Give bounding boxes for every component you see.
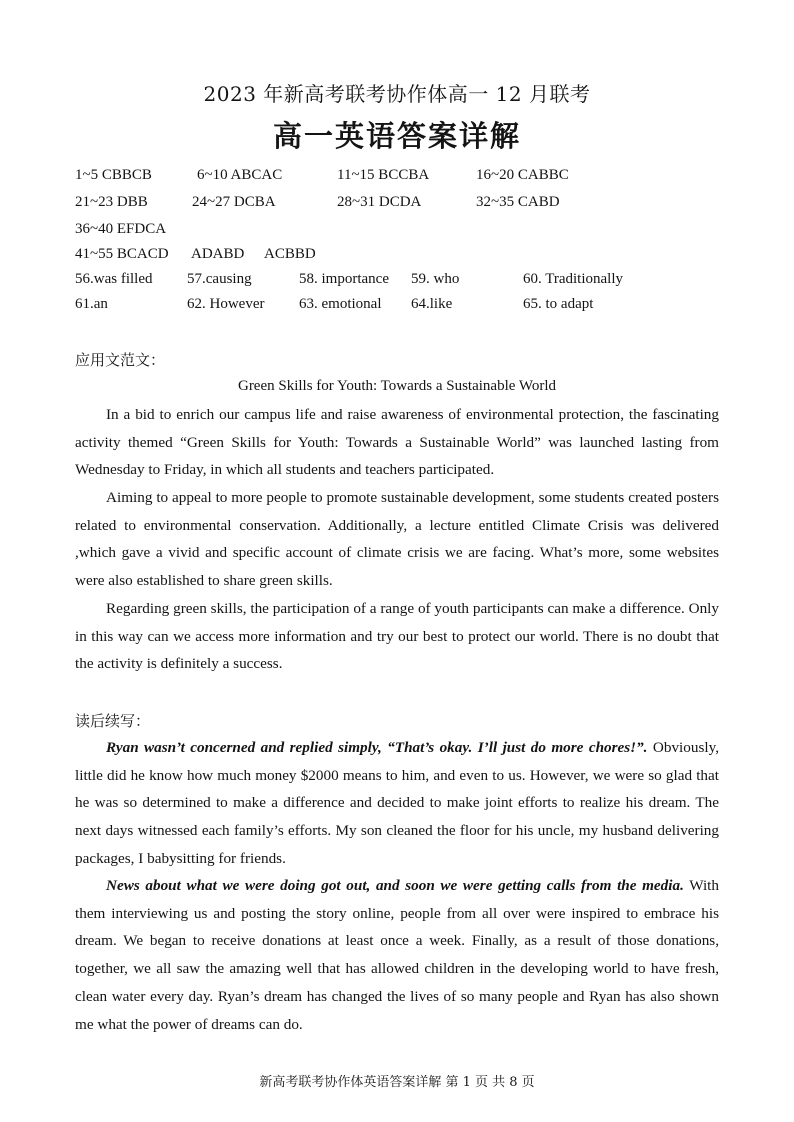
paragraph-body: Obviously, little did he know how much money $2000 means to him, and even to us. However, we were so glad that he was so determined to make a difference and decided to make joint efforts to realize his dream. The next days witnessed each family’s efforts. My son cleaned the floor for his uncle, my husband delivering packages, I babysitting for friends.: [75, 739, 719, 867]
answer-group: 16~20 CABBC: [476, 167, 569, 183]
answer-row: [75, 271, 725, 296]
doc-title: 高一英语答案详解: [272, 119, 521, 153]
paragraph-lead-sentence: News about what we were doing got out, and soon we were getting calls from the media.: [106, 877, 684, 894]
answer-item: 63. emotional: [299, 296, 382, 312]
answer-item: 56.was filled: [75, 271, 153, 287]
answer-item: 60. Traditionally: [523, 271, 624, 287]
answer-item: 59. who: [411, 271, 460, 287]
answer-group: 24~27 DCBA: [192, 194, 276, 210]
answer-group: 11~15 BCCBA: [337, 167, 430, 183]
answer-item: 61.an: [75, 296, 108, 312]
continuation-paragraph: [75, 734, 719, 873]
answer-group: 32~35 CABD: [476, 194, 560, 210]
essay-paragraph: In a bid to enrich our campus life and raise awareness of environmental protection, the fascinating activity themed “Green Skills for Youth: Towards a Sustainable World” was launched lasting from Wednesday to Friday, in which all students and teachers participated.: [75, 406, 719, 479]
exam-title: 2023 年新高考联考协作体高一 12 月联考: [203, 82, 591, 106]
paragraph-body: With them interviewing us and posting the story online, people from all over were inspired to embrace his dream. We began to receive donations at least once a week. Finally, as a result of those donations, together, we all saw the amazing well that has allowed children in the developing world to have fresh, clean water every day. Ryan’s dream has changed the lives of so many people and Ryan has also shown me what the power of dreams can do.: [75, 877, 719, 1033]
answer-group: 1~5 CBBCB: [75, 167, 152, 183]
essay-paragraph: Aiming to appeal to more people to promote sustainable development, some students created posters related to environmental conservation. Additionally, a lecture entitled Climate Crisis was delivered ,which gave a vivid and specific account of climate crisis we are facing. What’s more, some websites were also established to share green skills.: [75, 489, 719, 590]
section-label-practical-writing: 应用文范文：: [75, 351, 166, 369]
section-label-continuation-writing: 读后续写：: [75, 712, 151, 730]
answer-row: [75, 167, 725, 194]
answer-item: 57.causing: [187, 271, 252, 287]
paragraph-lead-sentence: Ryan wasn’t concerned and replied simply, “That’s okay. I’ll just do more chores!”.: [106, 739, 648, 756]
answer-row: [75, 194, 725, 221]
answer-row: [75, 246, 725, 271]
answer-group: 28~31 DCDA: [337, 194, 422, 210]
continuation-paragraph: [75, 872, 719, 1038]
answer-group: ADABD: [191, 246, 245, 262]
answer-group: 6~10 ABCAC: [197, 167, 283, 183]
answer-group: 21~23 DBB: [75, 194, 148, 210]
answer-group: 36~40 EFDCA: [75, 221, 167, 237]
answer-row: [75, 221, 725, 246]
answer-group: 41~55 BCACD: [75, 246, 169, 262]
page-footer: 新高考联考协作体英语答案详解 第 1 页 共 8 页: [259, 1075, 535, 1090]
answer-item: 58. importance: [299, 271, 389, 287]
answer-group: ACBBD: [264, 246, 316, 262]
essay-paragraph: Regarding green skills, the participation of a range of youth participants can make a difference. Only in this way can we access more information and try our best to protect our world. There is no doubt that the activity is definitely a success.: [75, 600, 719, 673]
essay-title: Green Skills for Youth: Towards a Sustainable World: [237, 378, 556, 394]
answer-item: 64.like: [411, 296, 453, 312]
answer-key: [75, 167, 725, 321]
answer-item: 62. However: [187, 296, 265, 312]
answer-item: 65. to adapt: [523, 296, 594, 312]
answer-row: [75, 296, 725, 321]
